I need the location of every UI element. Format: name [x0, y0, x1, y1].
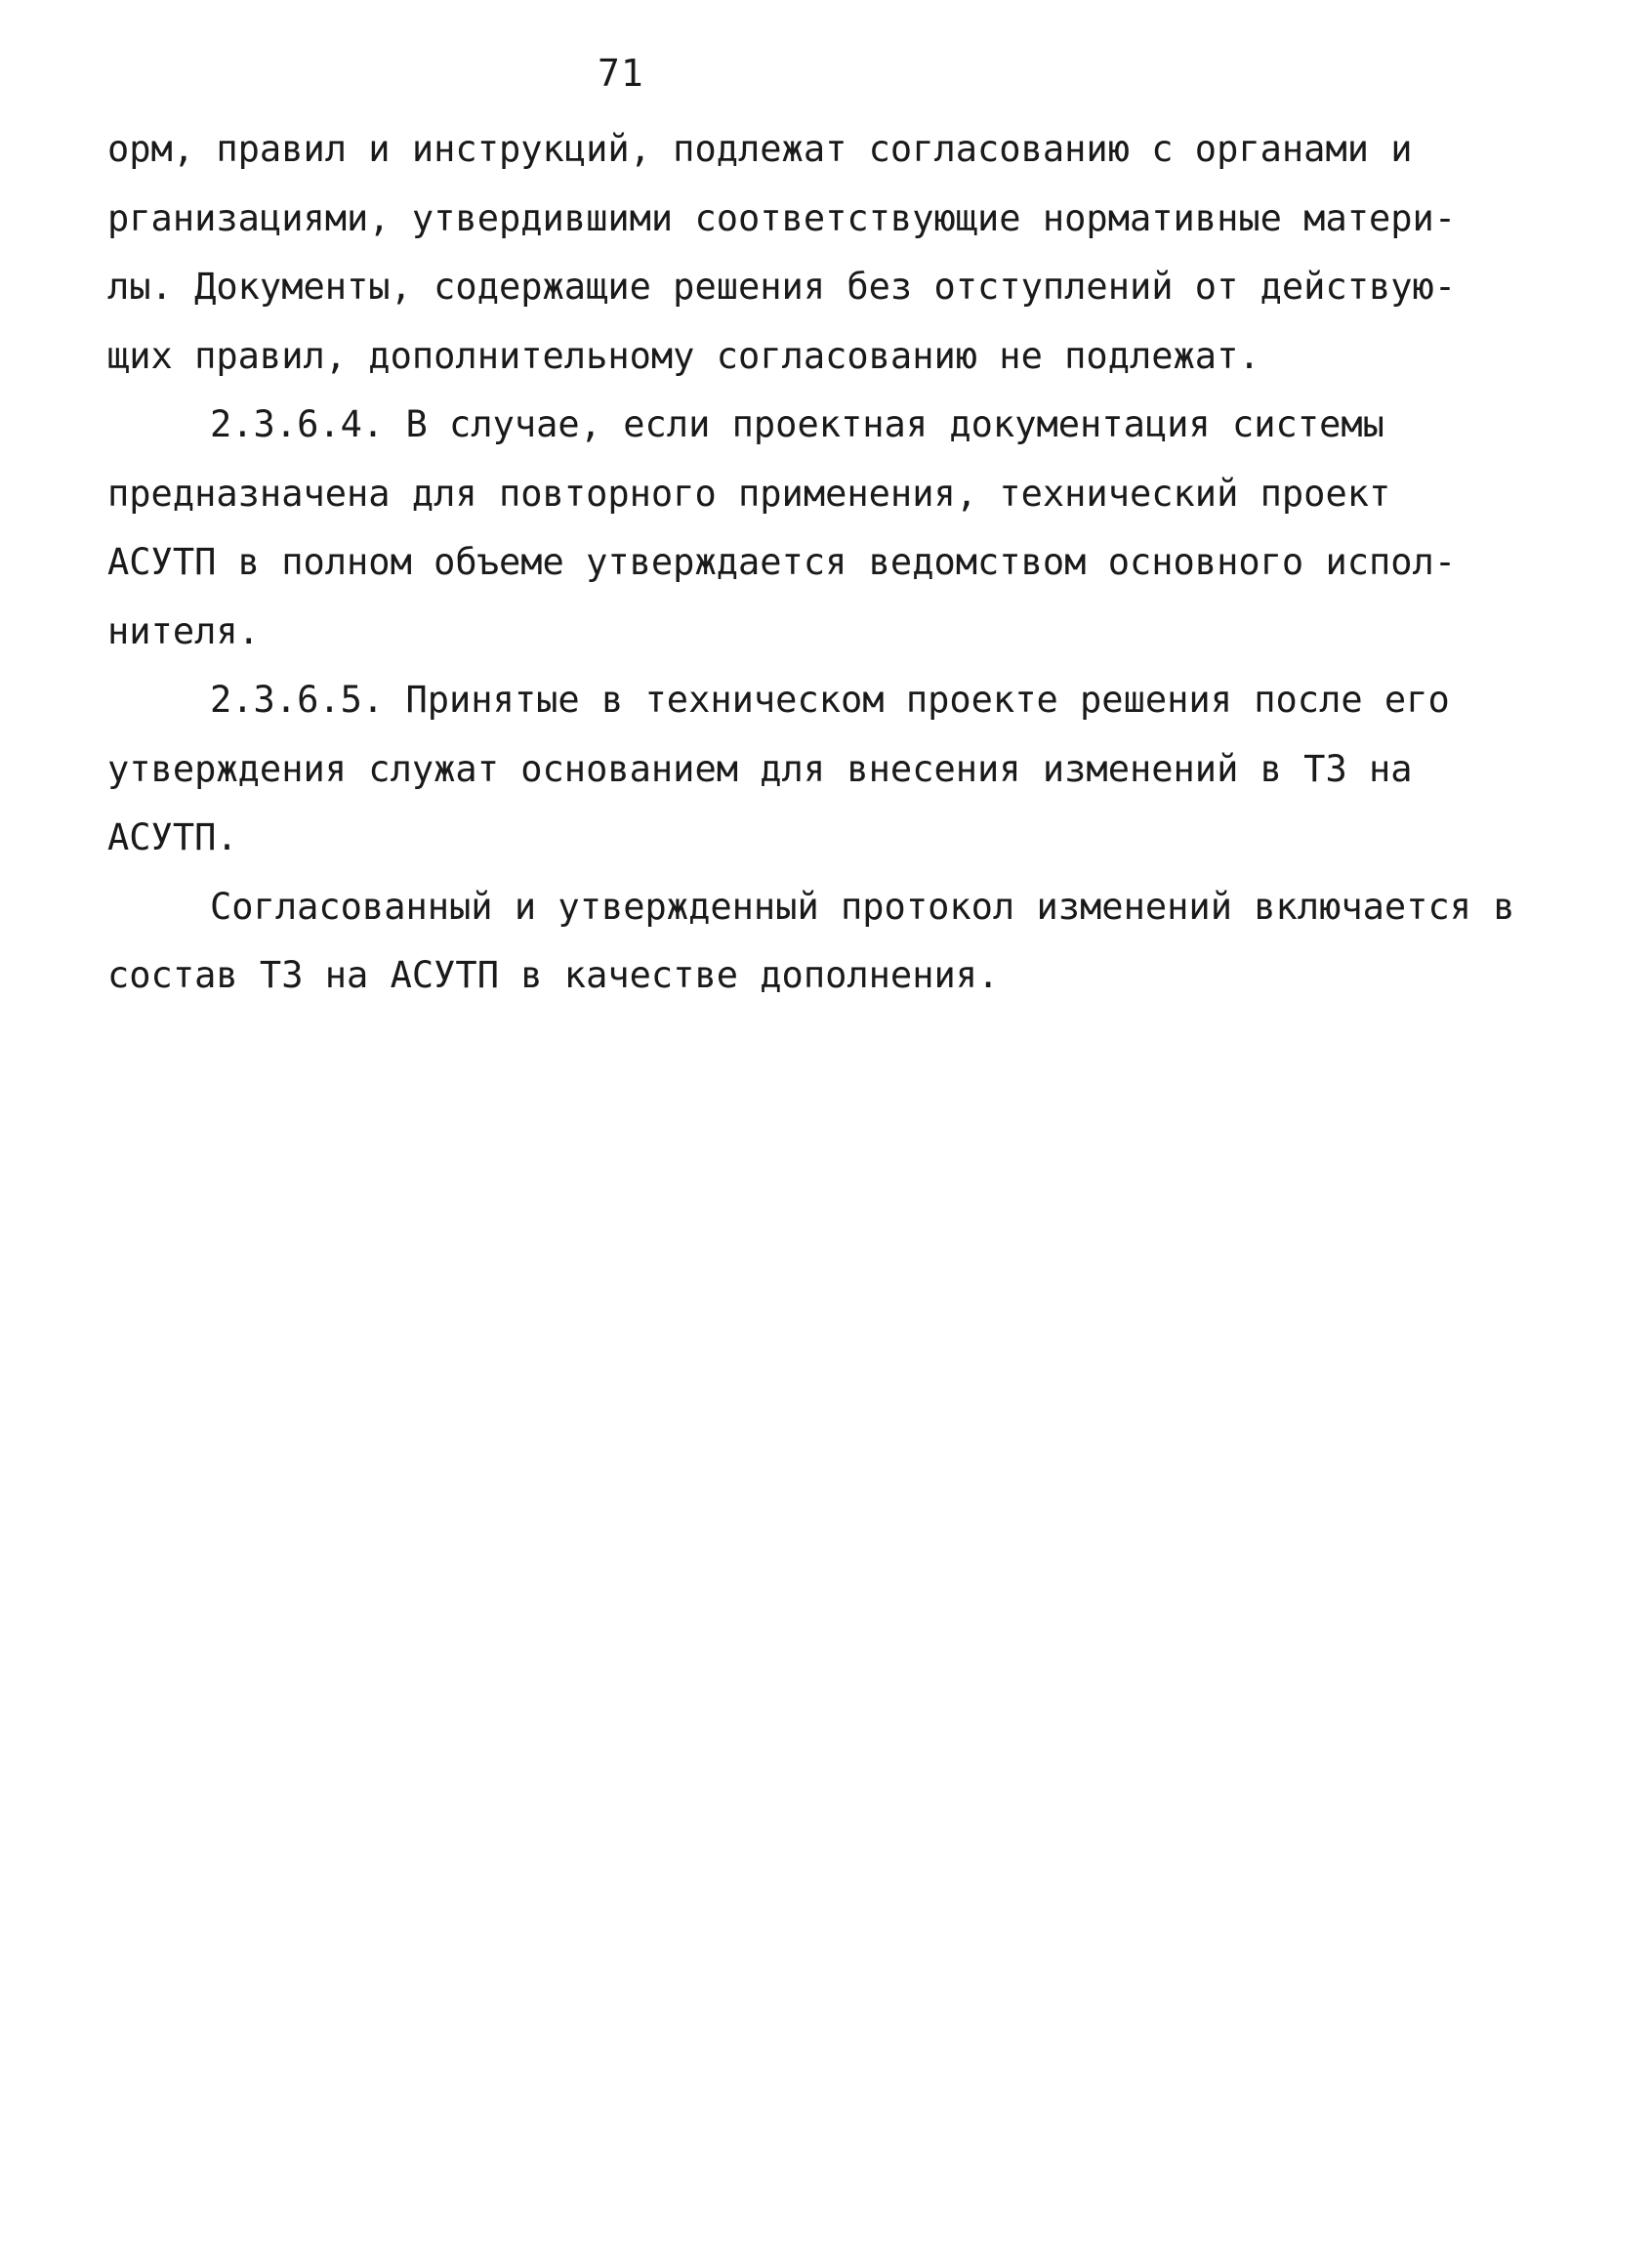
page-number: 71: [598, 52, 644, 95]
paragraph-2-3-6-4-start: 2.3.6.4. В случае, если проектная документация системы: [210, 403, 1384, 445]
body-text: [107, 115, 1533, 1011]
text-line-13: состав ТЗ на АСУТП в качестве дополнения.: [107, 954, 1000, 996]
text-line-1: орм, правил и инструкций, подлежат согласованию с органами и: [107, 128, 1413, 170]
text-line-8: нителя.: [107, 609, 260, 652]
text-line-3: лы. Документы, содержащие решения без отступлений от действую-: [107, 266, 1457, 308]
text-line-4: щих правил, дополнительному согласованию не подлежат.: [107, 334, 1260, 377]
text-line-2: рганизациями, утвердившими соответствующие нормативные матери-: [107, 196, 1457, 239]
text-line-7: АСУТП в полном объеме утверждается ведомством основного испол-: [107, 541, 1457, 583]
paragraph-protocol-start: Согласованный и утвержденный протокол изменений включается в: [210, 885, 1515, 928]
text-line-10: утверждения служат основанием для внесения изменений в ТЗ на: [107, 747, 1413, 790]
paragraph-2-3-6-5-start: 2.3.6.5. Принятые в техническом проекте решения после его: [210, 679, 1450, 721]
text-line-6: предназначена для повторного применения, технический проект: [107, 472, 1391, 515]
text-line-11: АСУТП.: [107, 816, 238, 858]
